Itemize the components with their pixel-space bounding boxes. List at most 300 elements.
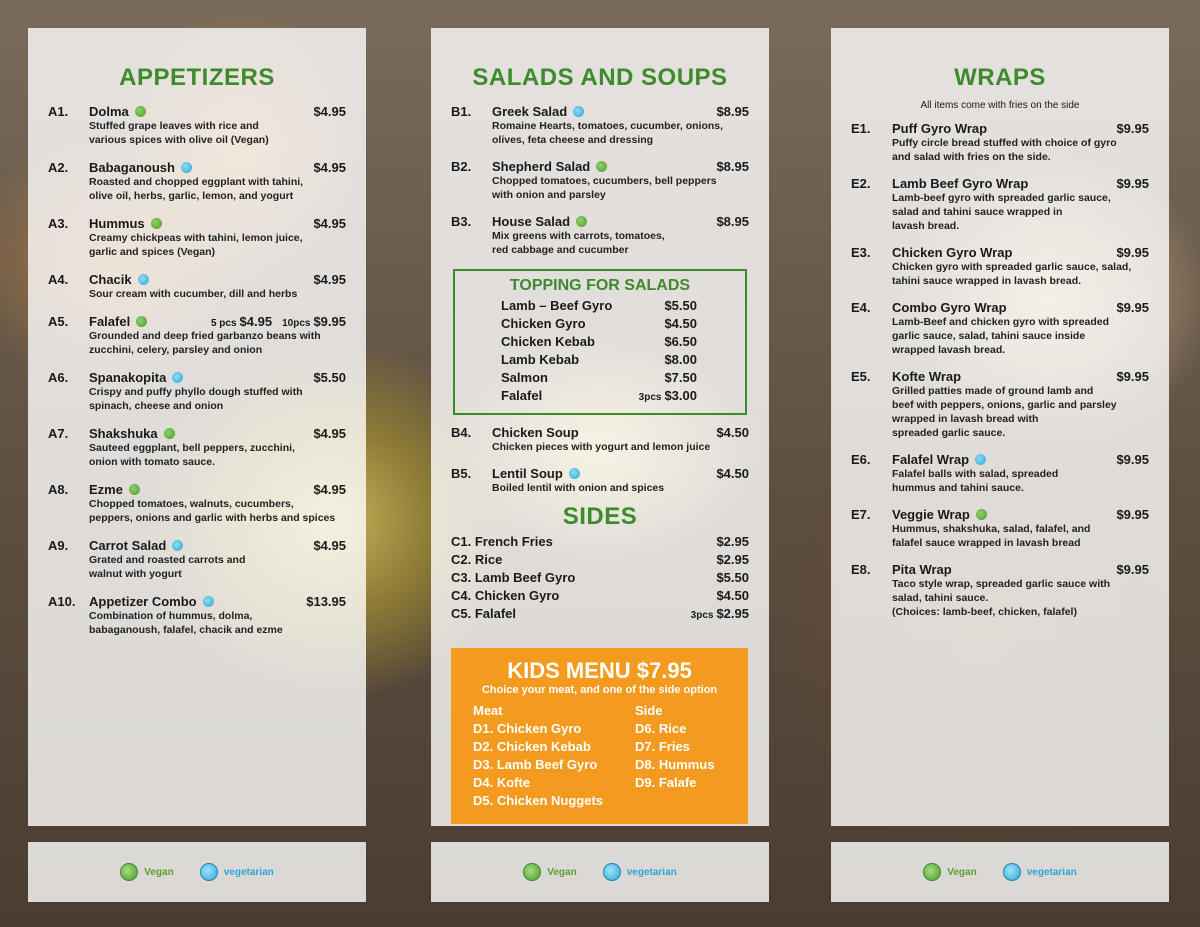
description-line: hummus and tahini sauce. (892, 482, 1024, 494)
kids-side-option: D6. Rice (635, 721, 687, 736)
item-description (492, 119, 749, 147)
item-price-value: $9.95 (313, 314, 346, 329)
side-price (716, 551, 749, 569)
topping-qty: 3pcs (638, 392, 662, 403)
kids-meat-option: D4. Kofte (473, 775, 531, 790)
item-price-value: $4.50 (716, 466, 749, 481)
menu-item (831, 300, 1169, 357)
side-name: C4. Chicken Gyro (451, 588, 560, 603)
description-line: onion with tomato sauce. (89, 456, 216, 468)
item-name: Combo Gyro Wrap (892, 300, 1007, 315)
vegetarian-icon (573, 106, 584, 117)
item-price-value: $4.95 (313, 538, 346, 553)
description-line: Boiled lentil with onion and spices (492, 482, 665, 494)
item-price (1116, 300, 1149, 315)
item-code: B4. (451, 425, 472, 440)
topping-row (455, 387, 745, 407)
menu-item (28, 594, 366, 637)
wraps-list (831, 121, 1169, 619)
item-price (1116, 121, 1149, 136)
side-price-value: $2.95 (716, 606, 749, 621)
item-price-value: $4.95 (239, 314, 273, 329)
menu-item (28, 314, 366, 357)
item-name: Chacik (89, 272, 132, 287)
description-line: tahini sauce wrapped in lavash bread. (892, 275, 1082, 287)
menu-item (28, 426, 366, 469)
topping-price-value: $8.00 (664, 352, 697, 367)
item-description (89, 441, 346, 469)
item-price-value: $4.95 (313, 216, 346, 231)
item-name: Spanakopita (89, 370, 167, 385)
side-price-value: $4.50 (716, 588, 749, 603)
item-header (89, 104, 346, 119)
description-line: Mix greens with carrots, tomatoes, (492, 230, 665, 242)
vegan-icon (923, 863, 941, 881)
side-name: C3. Lamb Beef Gyro (451, 570, 576, 585)
legend-footer-right (831, 842, 1169, 902)
item-name: Falafel (89, 314, 131, 329)
kids-meat-option: D5. Chicken Nuggets (473, 793, 604, 808)
description-line: Chopped tomatoes, walnuts, cucumbers, (89, 498, 294, 510)
description-line: spinach, cheese and onion (89, 400, 224, 412)
description-line: (Choices: lamb-beef, chicken, falafel) (892, 606, 1077, 618)
item-price (716, 159, 749, 174)
item-name: Lentil Soup (492, 466, 563, 481)
description-line: and salad with fries on the side. (892, 151, 1051, 163)
kids-meat-option: D2. Chicken Kebab (473, 739, 591, 754)
description-line: Puffy circle bread stuffed with choice of gyro (892, 137, 1117, 149)
item-price-value: $9.95 (1116, 300, 1149, 315)
item-description (892, 191, 1149, 233)
item-header (492, 104, 749, 119)
item-code: A2. (48, 160, 69, 175)
item-code: A8. (48, 482, 69, 497)
description-line: garlic and spices (Vegan) (89, 246, 216, 258)
item-description (892, 522, 1149, 550)
legend-footer-left (28, 842, 366, 902)
side-name: C5. Falafel (451, 606, 517, 621)
item-name: Lamb Beef Gyro Wrap (892, 176, 1029, 191)
appetizers-heading: APPETIZERS (119, 64, 275, 91)
item-name: Chicken Gyro Wrap (892, 245, 1013, 260)
item-name: Appetizer Combo (89, 594, 197, 609)
description-line: Combination of hummus, dolma, (89, 610, 253, 622)
item-header (892, 245, 1149, 260)
item-price (1116, 176, 1149, 191)
legend-vegan: Vegan (523, 863, 576, 881)
menu-item (831, 245, 1169, 288)
item-description (89, 497, 346, 525)
description-line: walnut with yogurt (89, 568, 182, 580)
item-price-value: $9.95 (1116, 121, 1149, 136)
topping-row (455, 315, 745, 333)
description-line: Creamy chickpeas with tahini, lemon juice, (89, 232, 303, 244)
item-price-value: $8.95 (716, 214, 749, 229)
item-description (492, 481, 749, 495)
kids-menu-subtitle: Choice your meat, and one of the side option (481, 684, 718, 696)
item-price (211, 314, 346, 329)
item-name: Dolma (89, 104, 129, 119)
vegan-icon (120, 863, 138, 881)
side-name: C1. French Fries (451, 534, 553, 549)
menu-item (831, 121, 1169, 164)
legend-footer-middle (431, 842, 769, 902)
item-name: Puff Gyro Wrap (892, 121, 988, 136)
vegan-icon (164, 428, 175, 439)
item-description (492, 174, 749, 202)
item-price (716, 425, 749, 440)
item-code: E4. (851, 300, 871, 315)
legend-vegan: Vegan (120, 863, 173, 881)
description-line: Hummus, shakshuka, salad, falafel, and (892, 523, 1091, 535)
topping-row (455, 369, 745, 387)
description-line: salad, tahini sauce. (892, 592, 989, 604)
description-line: Falafel balls with salad, spreaded (892, 468, 1059, 480)
item-header (892, 452, 1149, 467)
item-price-value: $9.95 (1116, 176, 1149, 191)
kids-meat-option: D1. Chicken Gyro (473, 721, 582, 736)
description-line: olive oil, herbs, garlic, lemon, and yogurt (89, 190, 294, 202)
vegan-icon (523, 863, 541, 881)
side-price-value: $2.95 (716, 552, 749, 567)
item-price-value: $8.95 (716, 159, 749, 174)
vegetarian-icon (603, 863, 621, 881)
item-price (313, 370, 346, 385)
item-header (892, 176, 1149, 191)
vegetarian-icon (138, 274, 149, 285)
description-line: salad and tahini sauce wrapped in (892, 206, 1063, 218)
topping-heading: TOPPING FOR SALADS (509, 277, 691, 294)
legend-vegetarian: vegetarian (603, 863, 677, 881)
topping-name: Chicken Gyro (501, 316, 586, 331)
kids-side-column (635, 702, 714, 810)
topping-price-value: $3.00 (664, 388, 697, 403)
side-qty: 3pcs (690, 610, 714, 621)
item-price (313, 426, 346, 441)
item-code: A4. (48, 272, 69, 287)
item-price-value: $4.95 (313, 482, 346, 497)
menu-item (831, 507, 1169, 550)
item-price-value: $4.95 (313, 104, 346, 119)
side-row (451, 587, 749, 605)
topping-price-value: $4.50 (664, 316, 697, 331)
item-header (89, 538, 346, 553)
item-name: Hummus (89, 216, 145, 231)
description-line: Sour cream with cucumber, dill and herbs (89, 288, 298, 300)
item-description (892, 136, 1149, 164)
topping-row (455, 351, 745, 369)
salads-list (431, 104, 769, 257)
item-description (89, 385, 346, 413)
description-line: Crispy and puffy phyllo dough stuffed with (89, 386, 303, 398)
item-price (716, 214, 749, 229)
menu-item (28, 538, 366, 581)
kids-meat-option: D3. Lamb Beef Gyro (473, 757, 598, 772)
item-code: E3. (851, 245, 871, 260)
vegetarian-icon (172, 372, 183, 383)
item-description (89, 553, 346, 581)
item-price-value: $13.95 (306, 594, 346, 609)
appetizers-list (28, 104, 366, 637)
item-code: E8. (851, 562, 871, 577)
item-price (313, 160, 346, 175)
item-price (1116, 369, 1149, 384)
item-code: A6. (48, 370, 69, 385)
soups-list (431, 425, 769, 495)
description-line: Roasted and chopped eggplant with tahini, (89, 176, 304, 188)
description-line: zucchini, celery, parsley and onion (89, 344, 263, 356)
topping-price (664, 351, 697, 369)
item-name: Carrot Salad (89, 538, 167, 553)
appetizers-panel (28, 28, 366, 826)
menu-item (431, 104, 769, 147)
item-price (313, 104, 346, 119)
item-code: E1. (851, 121, 871, 136)
item-code: A3. (48, 216, 69, 231)
vegan-icon (976, 509, 987, 520)
item-price (1116, 507, 1149, 522)
item-name: House Salad (492, 214, 571, 229)
vegan-icon (151, 218, 162, 229)
item-header (89, 216, 346, 231)
item-code: B2. (451, 159, 472, 174)
salads-heading: SALADS AND SOUPS (472, 64, 728, 91)
side-price (716, 587, 749, 605)
item-qty: 10pcs (282, 318, 311, 329)
description-line: beef with peppers, onions, garlic and parsley (892, 399, 1117, 411)
item-name: Kofte Wrap (892, 369, 962, 384)
item-header (89, 314, 346, 329)
salads-panel (431, 28, 769, 826)
item-price-value: $4.95 (313, 160, 346, 175)
menu-item (831, 369, 1169, 440)
side-price-value: $2.95 (716, 534, 749, 549)
menu-item (28, 160, 366, 203)
legend-vegan: Vegan (923, 863, 976, 881)
item-header (89, 370, 346, 385)
menu-item (431, 159, 769, 202)
item-code: B1. (451, 104, 472, 119)
sides-heading: SIDES (562, 503, 638, 530)
description-line: lavash bread. (892, 220, 960, 232)
topping-row (455, 333, 745, 351)
item-header (892, 369, 1149, 384)
item-price (1116, 452, 1149, 467)
description-line: Grounded and deep fried garbanzo beans with (89, 330, 321, 342)
item-code: A1. (48, 104, 69, 119)
item-price (1116, 245, 1149, 260)
item-description (89, 231, 346, 259)
item-code: E6. (851, 452, 871, 467)
item-description (892, 260, 1149, 288)
description-line: Stuffed grape leaves with rice and (89, 120, 259, 132)
kids-menu-box (451, 648, 748, 824)
sides-list (431, 533, 769, 625)
topping-name: Salmon (501, 370, 548, 385)
kids-side-option: D9. Falafe (635, 775, 697, 790)
kids-menu-title: KIDS MENU $7.95 (507, 658, 692, 683)
item-price-value: $9.95 (1116, 369, 1149, 384)
item-description (492, 229, 749, 257)
topping-box (453, 269, 747, 415)
item-description (892, 577, 1149, 619)
vegetarian-icon (1003, 863, 1021, 881)
item-description (892, 467, 1149, 495)
item-description (492, 440, 749, 454)
topping-name: Lamb Kebab (501, 352, 580, 367)
side-price (716, 533, 749, 551)
item-header (492, 159, 749, 174)
side-price (691, 605, 749, 625)
description-line: Sauteed eggplant, bell peppers, zucchini, (89, 442, 295, 454)
item-price (716, 104, 749, 119)
item-code: B5. (451, 466, 472, 481)
item-price (716, 466, 749, 481)
item-header (492, 425, 749, 440)
description-line: Lamb-Beef and chicken gyro with spreaded (892, 316, 1110, 328)
topping-price (639, 387, 697, 407)
item-header (89, 482, 346, 497)
item-price-value: $5.50 (313, 370, 346, 385)
kids-meat-column (473, 702, 635, 810)
item-name: Greek Salad (492, 104, 568, 119)
side-price (716, 569, 749, 587)
legend-vegetarian: vegetarian (1003, 863, 1077, 881)
item-code: A10. (48, 594, 76, 609)
vegan-icon (596, 161, 607, 172)
topping-price (664, 315, 697, 333)
kids-side-option: D8. Hummus (635, 757, 715, 772)
item-price-value: $9.95 (1116, 507, 1149, 522)
topping-name: Falafel (501, 388, 543, 403)
item-description (89, 175, 346, 203)
item-price-value: $4.95 (313, 272, 346, 287)
topping-price (664, 369, 697, 387)
menu-item (831, 452, 1169, 495)
item-header (492, 466, 749, 481)
vegetarian-icon (203, 596, 214, 607)
item-code: B3. (451, 214, 472, 229)
kids-side-option: D7. Fries (635, 739, 690, 754)
vegetarian-icon (200, 863, 218, 881)
item-qty: 5 pcs (210, 318, 237, 329)
item-price (313, 216, 346, 231)
item-price-value: $9.95 (1116, 452, 1149, 467)
topping-name: Lamb – Beef Gyro (501, 298, 613, 313)
description-line: peppers, onions and garlic with herbs and spices (89, 512, 336, 524)
item-name: Pita Wrap (892, 562, 952, 577)
menu-item (431, 425, 769, 454)
topping-price (664, 333, 697, 351)
item-price (313, 272, 346, 287)
wraps-heading: WRAPS (954, 64, 1046, 91)
side-row (451, 569, 749, 587)
description-line: olives, feta cheese and dressing (492, 134, 654, 146)
vegan-icon (136, 316, 147, 327)
item-description (89, 329, 346, 357)
side-price-value: $5.50 (716, 570, 749, 585)
vegan-icon (129, 484, 140, 495)
item-header (89, 594, 346, 609)
topping-name: Chicken Kebab (501, 334, 595, 349)
description-line: Chicken gyro with spreaded garlic sauce, salad, (892, 261, 1132, 273)
item-description (89, 287, 346, 301)
description-line: babaganoush, falafel, chacik and ezme (89, 624, 283, 636)
item-name: Chicken Soup (492, 425, 579, 440)
item-header (892, 562, 1149, 577)
item-description (892, 384, 1149, 440)
description-line: wrapped in lavash bread with (892, 413, 1039, 425)
description-line: Grated and roasted carrots and (89, 554, 246, 566)
legend-vegetarian: vegetarian (200, 863, 274, 881)
menu-item (831, 176, 1169, 233)
description-line: falafel sauce wrapped in lavash bread (892, 537, 1081, 549)
description-line: Chicken pieces with yogurt and lemon juice (492, 441, 711, 453)
description-line: Taco style wrap, spreaded garlic sauce with (892, 578, 1111, 590)
item-code: E2. (851, 176, 871, 191)
item-description (89, 609, 346, 637)
item-name: Falafel Wrap (892, 452, 970, 467)
topping-price (664, 297, 697, 315)
menu-item (28, 370, 366, 413)
vegetarian-icon (569, 468, 580, 479)
item-price-value: $8.95 (716, 104, 749, 119)
menu-item (431, 466, 769, 495)
item-price (313, 538, 346, 553)
item-header (89, 272, 346, 287)
item-price (313, 482, 346, 497)
item-header (892, 300, 1149, 315)
item-header (492, 214, 749, 229)
wraps-panel (831, 28, 1169, 826)
vegan-icon (576, 216, 587, 227)
vegetarian-icon (172, 540, 183, 551)
menu-item (28, 216, 366, 259)
topping-price-value: $7.50 (664, 370, 697, 385)
item-description (892, 315, 1149, 357)
vegan-icon (135, 106, 146, 117)
item-name: Shepherd Salad (492, 159, 591, 174)
item-name: Babaganoush (89, 160, 175, 175)
menu-item (28, 272, 366, 301)
menu-item (28, 104, 366, 147)
topping-price-value: $5.50 (664, 298, 697, 313)
menu-item (28, 482, 366, 525)
item-header (89, 160, 346, 175)
topping-row (455, 297, 745, 315)
description-line: Lamb-beef gyro with spreaded garlic sauce, (892, 192, 1111, 204)
description-line: red cabbage and cucumber (492, 244, 629, 256)
topping-price-value: $6.50 (664, 334, 697, 349)
item-header (89, 426, 346, 441)
item-price-value: $4.95 (313, 426, 346, 441)
side-row (451, 605, 749, 625)
description-line: Chopped tomatoes, cucumbers, bell peppers (492, 175, 717, 187)
item-description (89, 119, 346, 147)
topping-list (455, 297, 745, 407)
description-line: Grilled patties made of ground lamb and (892, 385, 1094, 397)
description-line: various spices with olive oil (Vegan) (89, 134, 269, 146)
item-code: E5. (851, 369, 871, 384)
side-row (451, 551, 749, 569)
kids-meat-header: Meat (473, 703, 503, 718)
item-code: A9. (48, 538, 69, 553)
item-code: A7. (48, 426, 69, 441)
item-code: A5. (48, 314, 69, 329)
item-name: Shakshuka (89, 426, 158, 441)
item-price-value: $9.95 (1116, 562, 1149, 577)
description-line: spreaded garlic sauce. (892, 427, 1006, 439)
